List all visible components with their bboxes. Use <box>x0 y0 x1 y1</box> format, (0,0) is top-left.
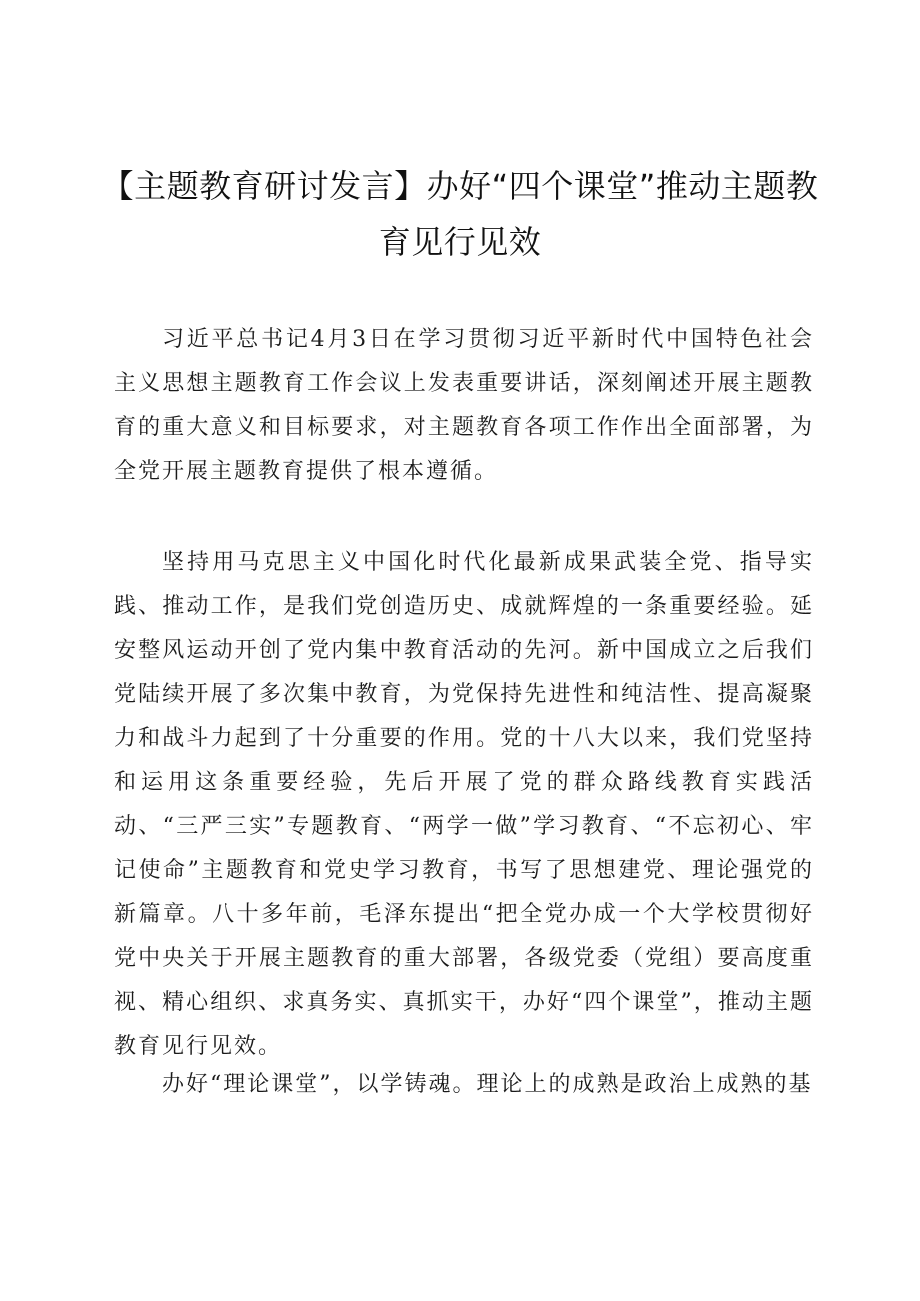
document-title: 【主题教育研讨发言】办好“四个课堂”推动主题教育见行见效 <box>101 167 819 261</box>
paragraph: 坚持用马克思主义中国化时代化最新成果武装全党、指导实践、推动工作，是我们党创造历史、成就辉煌的一条重要经验。延安整风运动开创了党内集中教育活动的先河。新中国成立之后我们党陆续开展了多次集中教育，为党保持先进性和纯洁性、提高凝聚力和战斗力起到了十分重要的作用。党的十八大以来，我们党坚持和运用这条重要经验，先后开展了党的群众路线教育实践活动、“三严三实”专题教育、“两学一做”学习教育、“不忘初心、牢记使命”主题教育和党史学习教育，书写了思想建党、理论强党的新篇章。八十多年前，毛泽东提出“把全党办成一个大学校贯彻好党中央关于开展主题教育的重大部署，各级党委（党组）要高度重视、精心组织、求真务实、真抓实干，办好“四个课堂”，推动主题教育见行见效。 <box>114 550 814 1059</box>
paragraph: 办好“理论课堂”，以学铸魂。理论上的成熟是政治上成熟的基 <box>162 1072 813 1097</box>
paragraph: 习近平总书记4月3日在学习贯彻习近平新时代中国特色社会主义思想主题教育工作会议上发表重要讲话，深刻阐述开展主题教育的重大意义和目标要求，对主题教育各项工作作出全面部署，为全党开展主题教育提供了根本遵循。 <box>114 327 814 484</box>
